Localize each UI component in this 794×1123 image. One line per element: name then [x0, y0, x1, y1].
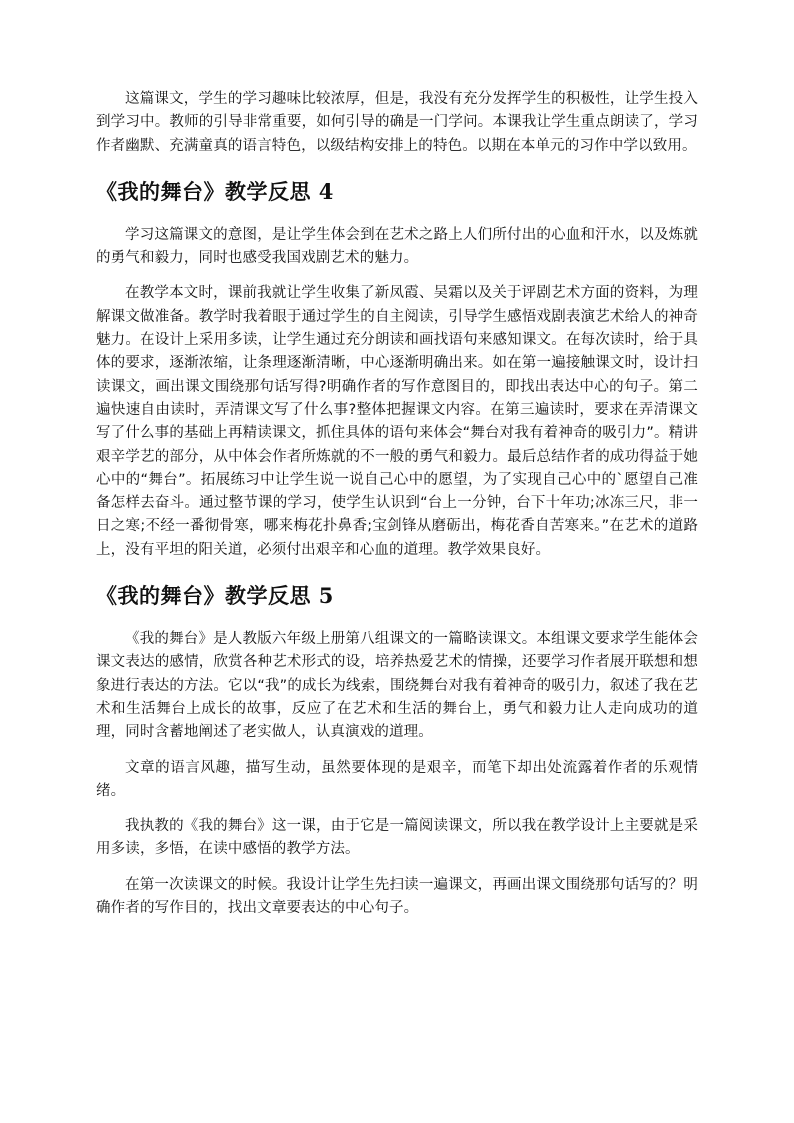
- paragraph-5-2: 文章的语言风趣，描写生动，虽然要体现的是艰辛，而笔下却出处流露着作者的乐观情绪。: [96, 759, 698, 799]
- paragraph-4-1: 学习这篇课文的意图，是让学生体会到在艺术之路上人们所付出的心血和汗水，以及炼就的勇气和毅力，同时也感受我国戏剧艺术的魅力。: [96, 226, 698, 267]
- document-page: [96, 88, 698, 932]
- paragraph-5-1: 《我的舞台》是人教版六年级上册第八组课文的一篇略读课文。本组课文要求学生能体会课文表达的感情，欣赏各种艺术形式的设，培养热爱艺术的情操，还要学习作者展开联想和想象进行表达的方法。它以“我”的成长为线索，围绕舞台对我有着神奇的吸引力，叙述了我在艺术和生活舞台上成长的故事，反应了在艺术和生活的舞台上，勇气和毅力让人走向成功的道理，同时含蓄地阐述了老实做人，认真演戏的道理。: [96, 631, 698, 741]
- section-heading-4: 《我的舞台》教学反思 4: [96, 178, 334, 204]
- section-heading-5: 《我的舞台》教学反思 5: [96, 583, 334, 609]
- paragraph-5-3: 我执教的《我的舞台》这一课，由于它是一篇阅读课文，所以我在教学设计上主要就是采用多读，多悟，在读中感悟的教学方法。: [96, 818, 698, 858]
- paragraph-5-4: 在第一次读课文的时候。我设计让学生先扫读一遍课文，再画出课文围绕那句话写的？明确作者的写作目的，找出文章要表达的中心句子。: [96, 876, 698, 917]
- paragraph-intro: 这篇课文，学生的学习趣味比较浓厚，但是，我没有充分发挥学生的积极性，让学生投入到学习中。教师的引导非常重要，如何引导的确是一门学问。本课我让学生重点朗读了，学习作者幽默、充满童真的语言特色，以级结构安排上的特色。以期在本单元的习作中学以致用。: [96, 91, 698, 154]
- paragraph-4-2: 在教学本文时，课前我就让学生收集了新凤霞、吴霜以及关于评剧艺术方面的资料，为理解课文做准备。教学时我着眼于通过学生的自主阅读，引导学生感悟戏剧表演艺术给人的神奇魅力。在设计上采用多读，让学生通过充分朗读和画找语句来感知课文。在每次读时，给于具体的要求，逐渐浓缩，让条理逐渐清晰，中心逐渐明确出来。如在第一遍接触课文时，设计扫读课文，画出课文围绕那句话写得?明确作者的写作意图目的，即找出表达中心的句子。第二遍快速自由读时，弄清课文写了什么事?整体把握课文内容。在第三遍读时，要求在弄清课文写了什么事的基础上再精读课文，抓住具体的语句来体会“舞台对我有着神奇的吸引力”。精讲艰辛学艺的部分，从中体会作者所炼就的不一般的勇气和毅力。最后总结作者的成功得益于她心中的“舞台”。拓展练习中让学生说一说自己心中的愿望，为了实现自己心中的`愿望自己准备怎样去奋斗。通过整节课的学习，使学生认识到“台上一分钟，台下十年功;冰冻三尺，非一日之寒;不经一番彻骨寒，哪来梅花扑鼻香;宝剑锋从磨砺出，梅花香自苦寒来。”在艺术的道路上，没有平坦的阳关道，必须付出艰辛和心血的道理。教学效果良好。: [96, 285, 698, 558]
